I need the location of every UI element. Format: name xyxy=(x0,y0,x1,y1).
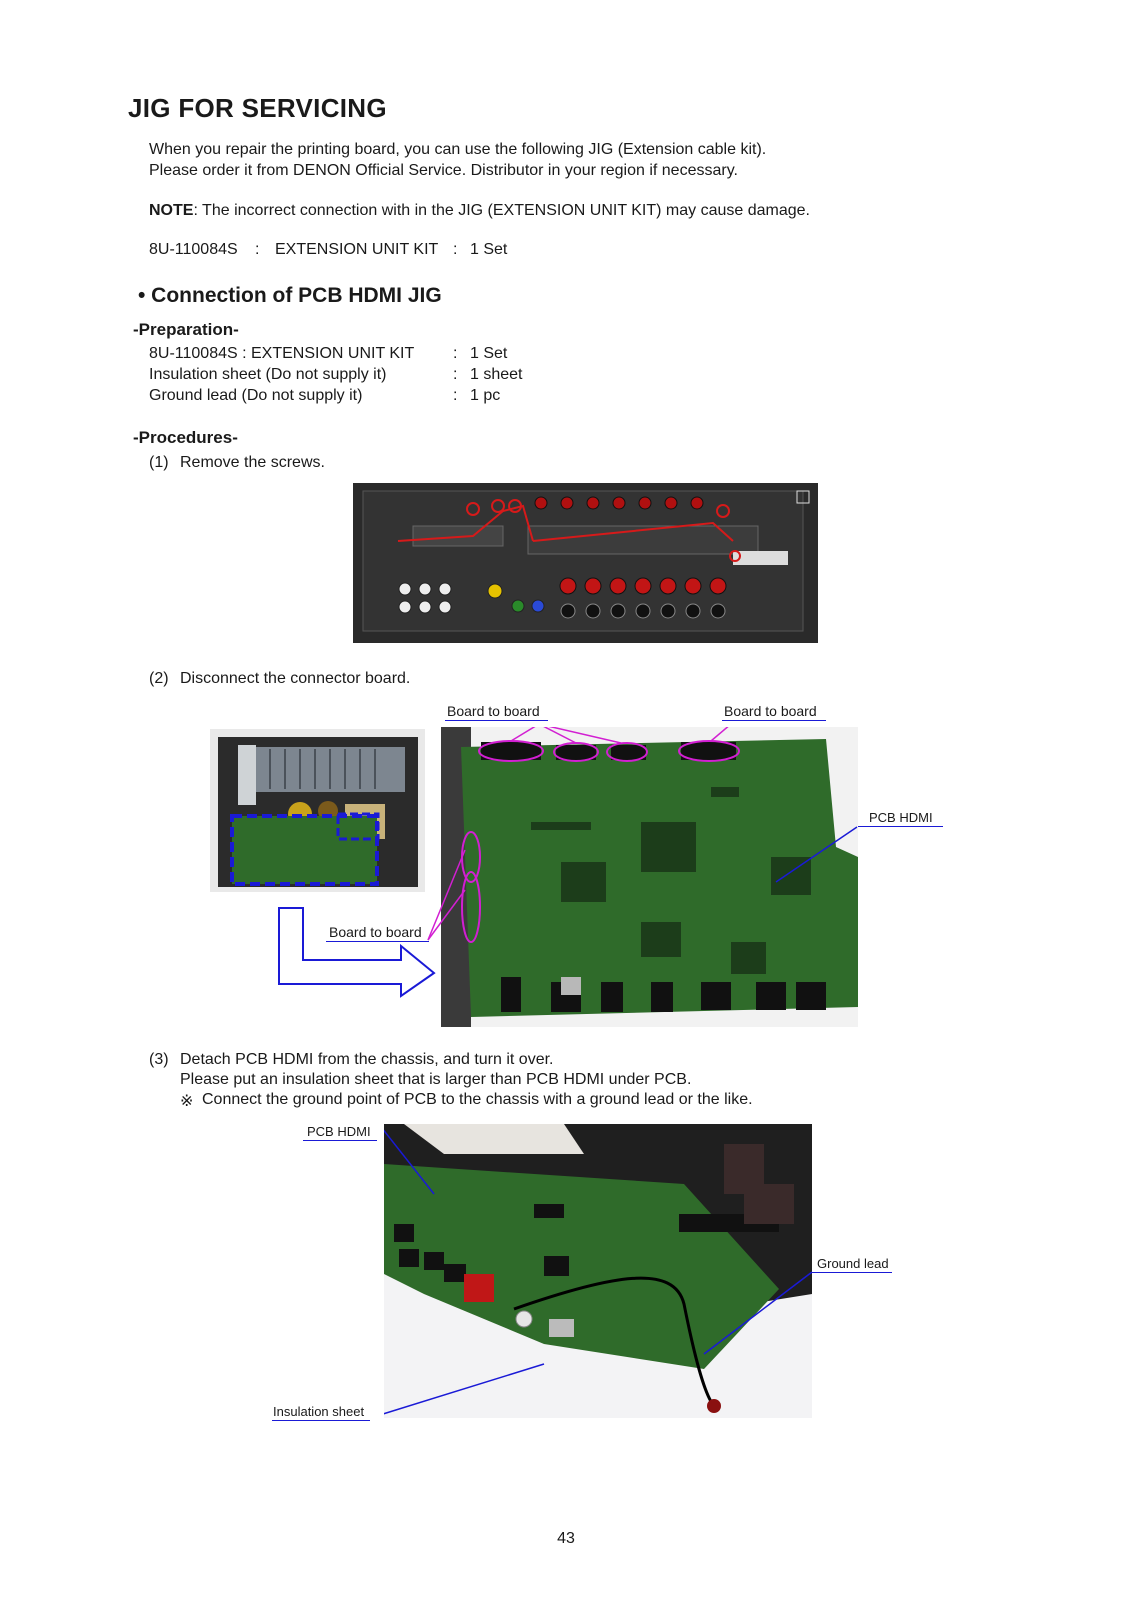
note-label: NOTE xyxy=(149,202,194,219)
step-number: (2) xyxy=(149,670,169,687)
caption-underline xyxy=(303,1140,377,1141)
preparation-item-qty: 1 Set xyxy=(470,345,508,362)
preparation-item-name: Insulation sheet (Do not supply it) xyxy=(149,366,387,383)
chassis-overview-illustration xyxy=(210,729,425,892)
rear-panel-illustration xyxy=(353,481,818,651)
pcb-hdmi-illustration xyxy=(441,727,858,1027)
page-number: 43 xyxy=(557,1530,575,1547)
caption-underline xyxy=(722,720,826,721)
note xyxy=(149,200,810,221)
note-text: : The incorrect connection with in the JIG (EXTENSION UNIT KIT) may cause damage. xyxy=(193,202,810,219)
step-text: Disconnect the connector board. xyxy=(180,670,411,687)
step-number: (3) xyxy=(149,1051,169,1068)
caption-underline xyxy=(272,1420,370,1421)
intro-line: When you repair the printing board, you can use the following JIG (Extension cable kit). xyxy=(149,141,767,158)
preparation-heading: -Preparation- xyxy=(133,320,239,339)
page-title: JIG FOR SERVICING xyxy=(128,93,387,123)
step-number: (1) xyxy=(149,454,169,471)
preparation-item-qty: 1 pc xyxy=(470,387,501,404)
chassis-overview-photo xyxy=(210,729,425,892)
preparation-item-separator: : xyxy=(453,345,458,362)
preparation-item-name: 8U-110084S : EXTENSION UNIT KIT xyxy=(149,345,415,362)
reference-mark: ※ xyxy=(180,1093,194,1110)
kit-separator: : xyxy=(255,241,260,258)
caption-ground-lead: Ground lead xyxy=(817,1256,889,1271)
step-text: Detach PCB HDMI from the chassis, and turn it over. xyxy=(180,1051,554,1068)
kit-qty: 1 Set xyxy=(470,241,508,258)
preparation-item-qty: 1 sheet xyxy=(470,366,523,383)
caption-underline xyxy=(857,826,943,827)
pcb-flipped-photo xyxy=(384,1124,812,1418)
pcb-hdmi-photo xyxy=(441,727,858,1027)
caption-insulation-sheet: Insulation sheet xyxy=(273,1404,365,1419)
procedures-heading: -Procedures- xyxy=(133,428,238,447)
caption-board-to-board: Board to board xyxy=(447,703,540,719)
callout-leader-lines xyxy=(420,830,470,950)
kit-name: EXTENSION UNIT KIT xyxy=(275,241,439,258)
intro-line: Please order it from DENON Official Service. Distributor in your region if necessary. xyxy=(149,162,738,179)
preparation-item-name: Ground lead (Do not supply it) xyxy=(149,387,363,404)
preparation-item-separator: : xyxy=(453,366,458,383)
kit-separator: : xyxy=(453,241,458,258)
caption-board-to-board: Board to board xyxy=(329,924,422,940)
pcb-flipped-illustration xyxy=(384,1124,812,1418)
section-heading: • Connection of PCB HDMI JIG xyxy=(138,284,442,307)
step-text: Remove the screws. xyxy=(180,454,325,471)
intro-paragraph xyxy=(149,139,766,181)
step-text: Connect the ground point of PCB to the chassis with a ground lead or the like. xyxy=(202,1091,753,1108)
caption-pcb-hdmi: PCB HDMI xyxy=(869,810,933,825)
caption-pcb-hdmi: PCB HDMI xyxy=(307,1124,371,1139)
preparation-item-separator: : xyxy=(453,387,458,404)
caption-underline xyxy=(812,1272,892,1273)
kit-code: 8U-110084S xyxy=(149,241,238,258)
step-text: Please put an insulation sheet that is larger than PCB HDMI under PCB. xyxy=(180,1071,692,1088)
caption-underline xyxy=(445,720,548,721)
caption-board-to-board: Board to board xyxy=(724,703,817,719)
direction-arrow-icon xyxy=(276,906,438,998)
rear-panel-photo xyxy=(353,481,818,651)
